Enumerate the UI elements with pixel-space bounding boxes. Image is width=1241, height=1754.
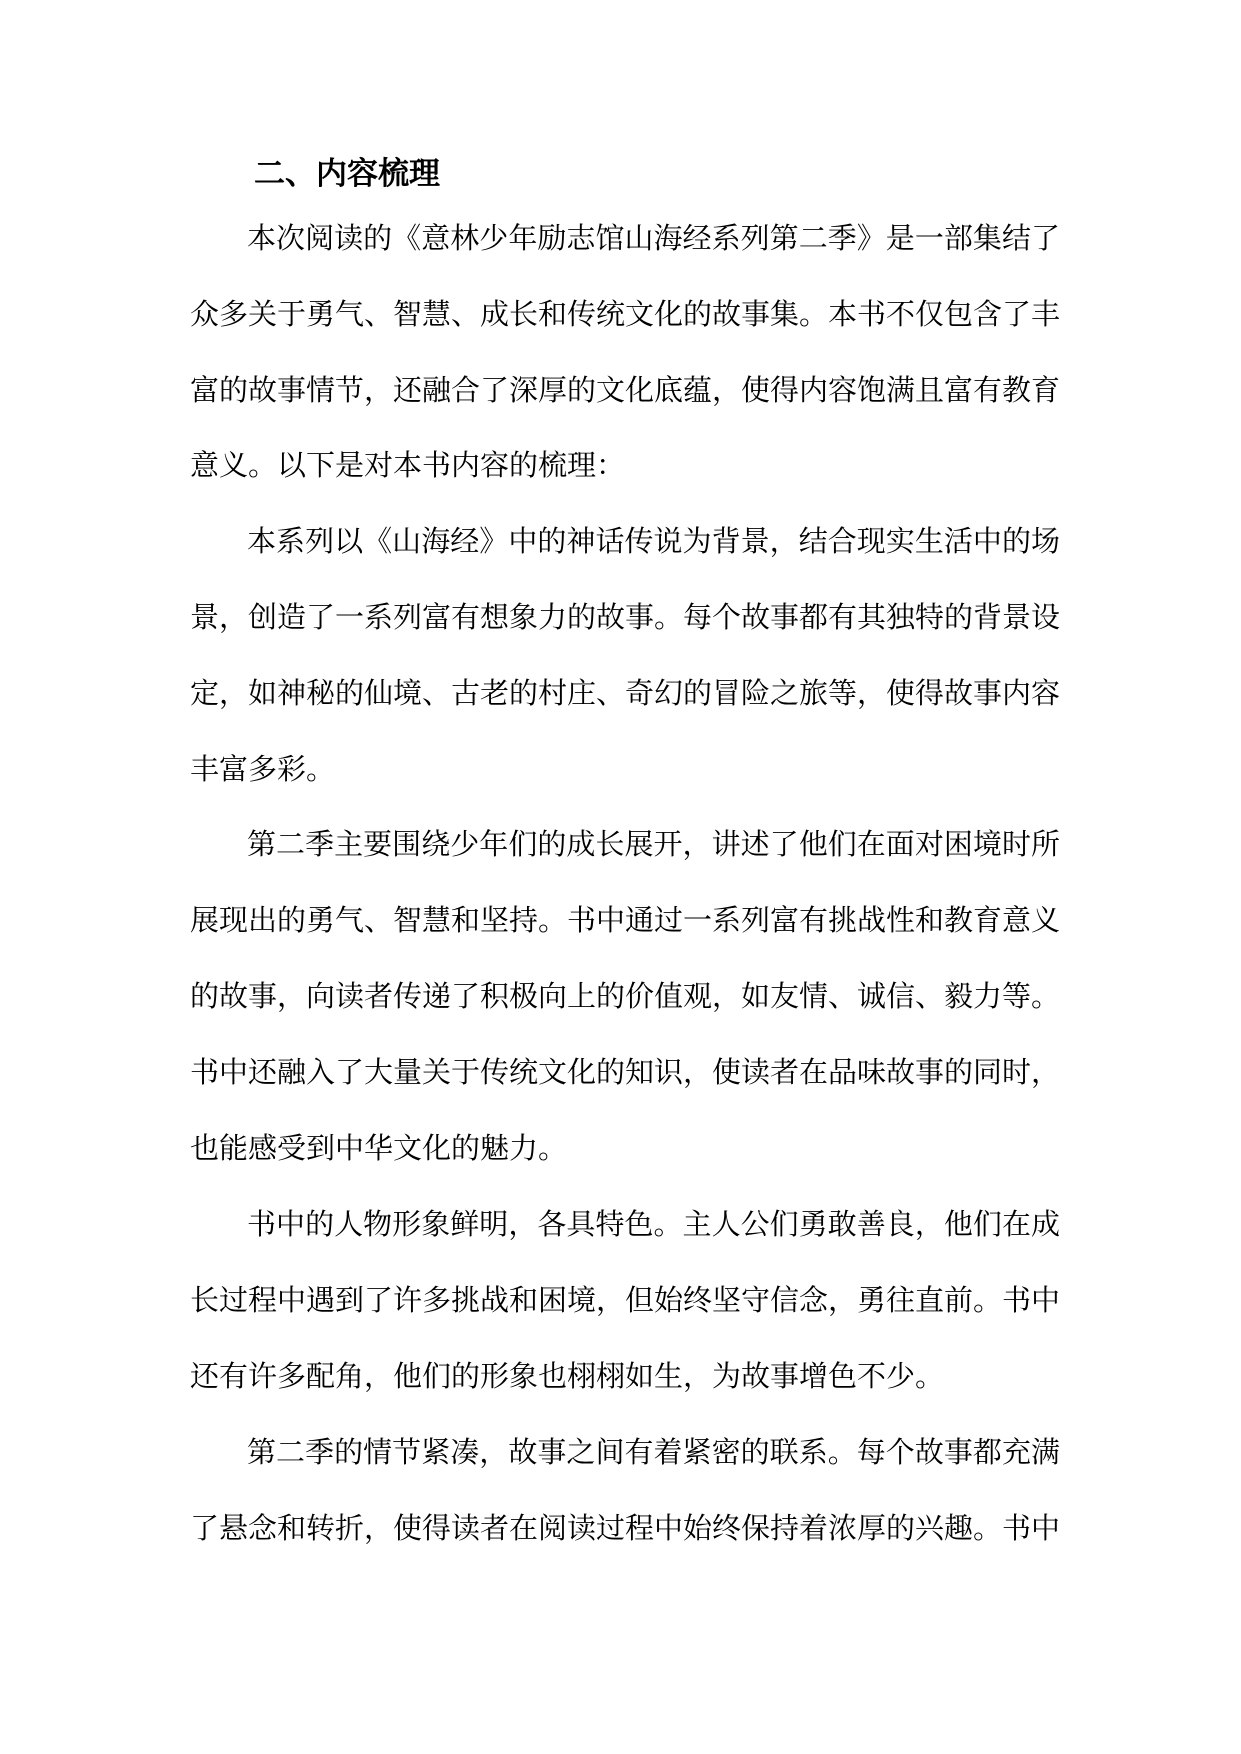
paragraph-line: 富的故事情节，还融合了深厚的文化底蕴，使得内容饱满且富有教育 bbox=[190, 373, 1061, 407]
paragraph-line: 的故事，向读者传递了积极向上的价值观，如友情、诚信、毅力等。 bbox=[190, 979, 1061, 1013]
paragraph-line: 书中还融入了大量关于传统文化的知识，使读者在品味故事的同时， bbox=[190, 1055, 1061, 1089]
paragraph-line: 意义。以下是对本书内容的梳理： bbox=[190, 448, 626, 482]
paragraph-line: 第二季主要围绕少年们的成长展开，讲述了他们在面对困境时所 bbox=[247, 827, 1060, 861]
paragraph-line: 还有许多配角，他们的形象也栩栩如生，为故事增色不少。 bbox=[190, 1359, 945, 1393]
paragraph-line: 本次阅读的《意林少年励志馆山海经系列第二季》是一部集结了 bbox=[247, 221, 1060, 255]
paragraph-line: 众多关于勇气、智慧、成长和传统文化的故事集。本书不仅包含了丰 bbox=[190, 297, 1061, 331]
paragraph-line: 展现出的勇气、智慧和坚持。书中通过一系列富有挑战性和教育意义 bbox=[190, 903, 1061, 937]
paragraph-line: 了悬念和转折，使得读者在阅读过程中始终保持着浓厚的兴趣。书中 bbox=[190, 1511, 1061, 1545]
paragraph-line: 定，如神秘的仙境、古老的村庄、奇幻的冒险之旅等，使得故事内容 bbox=[190, 676, 1061, 710]
paragraph-line: 本系列以《山海经》中的神话传说为背景，结合现实生活中的场 bbox=[247, 524, 1060, 558]
paragraph-line: 第二季的情节紧凑，故事之间有着紧密的联系。每个故事都充满 bbox=[247, 1435, 1060, 1469]
paragraph-line: 丰富多彩。 bbox=[190, 752, 336, 786]
paragraph-line: 景，创造了一系列富有想象力的故事。每个故事都有其独特的背景设 bbox=[190, 600, 1061, 634]
paragraph-line: 长过程中遇到了许多挑战和困境，但始终坚守信念，勇往直前。书中 bbox=[190, 1283, 1061, 1317]
section-heading: 二、内容梳理 bbox=[254, 156, 440, 192]
paragraph-line: 也能感受到中华文化的魅力。 bbox=[190, 1131, 568, 1165]
paragraph-line: 书中的人物形象鲜明，各具特色。主人公们勇敢善良，他们在成 bbox=[247, 1207, 1060, 1241]
